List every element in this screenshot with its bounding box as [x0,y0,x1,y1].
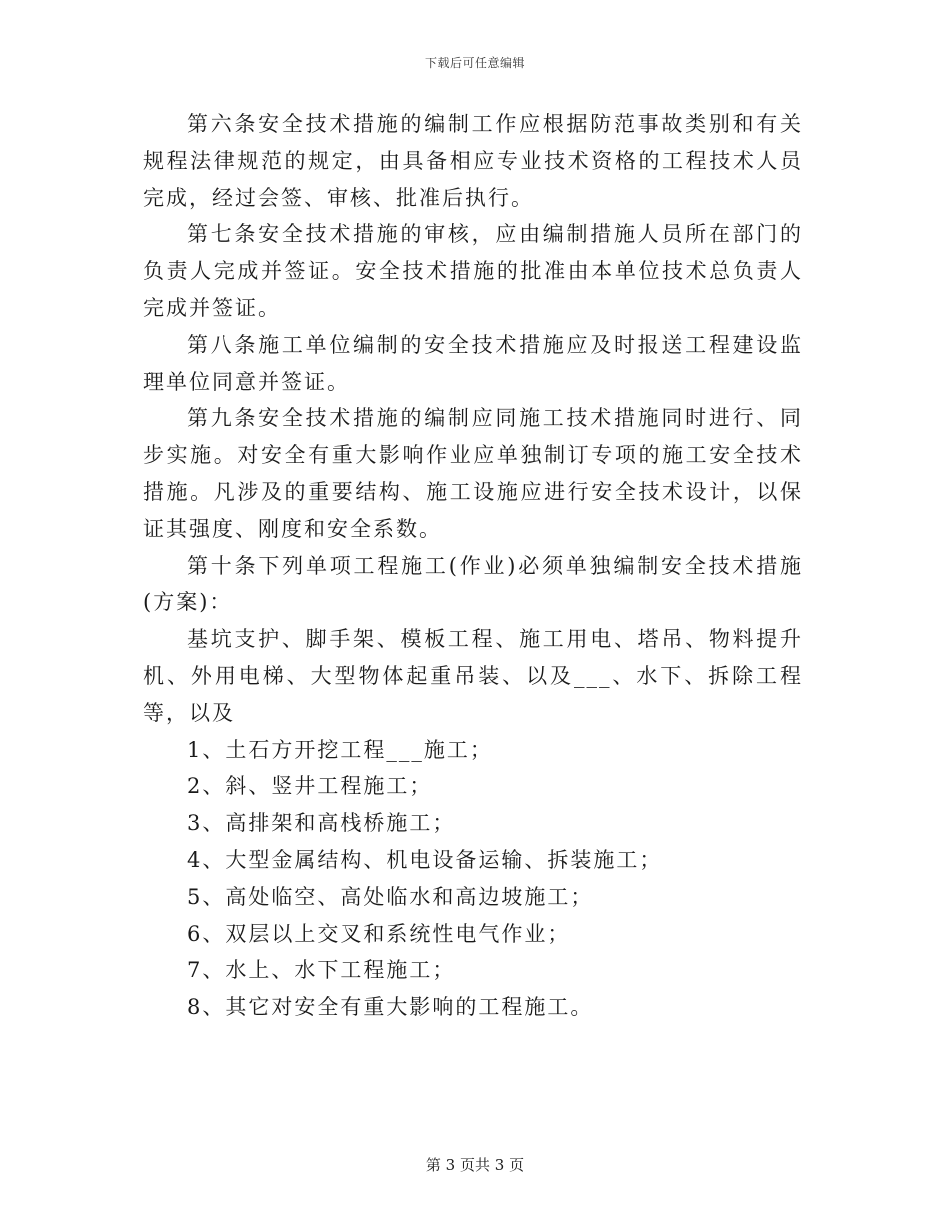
list-item: 1、土石方开挖工程___施工； [187,737,493,762]
document-body [143,106,803,1026]
list-item: 2、斜、竖井工程施工； [187,774,433,799]
page-number: 第 3 页共 3 页 [425,1156,525,1174]
paragraph-article-10: 第十条下列单项工程施工(作业)必须单独编制安全技术措施(方案)： [143,553,803,615]
paragraph-article-8: 第八条施工单位编制的安全技术措施应及时报送工程建设监理单位同意并签证。 [143,332,803,394]
list-item: 3、高排架和高栈桥施工； [187,811,456,836]
list-item: 8、其它对安全有重大影响的工程施工。 [187,995,594,1020]
list-item: 6、双层以上交叉和系统性电气作业； [187,921,571,946]
page-header: 下载后可任意编辑 [424,56,525,70]
paragraph-project-scope: 基坑支护、脚手架、模板工程、施工用电、塔吊、物料提升机、外用电梯、大型物体起重吊装、以及___、水下、拆除工程等，以及 [143,627,803,725]
list-item: 5、高处临空、高处临水和高边坡施工； [187,884,594,909]
paragraph-article-7: 第七条安全技术措施的审核，应由编制措施人员所在部门的负责人完成并签证。安全技术措施的批准由本单位技术总负责人完成并签证。 [143,222,803,320]
paragraph-article-9: 第九条安全技术措施的编制应同施工技术措施同时进行、同步实施。对安全有重大影响作业应单独制订专项的施工安全技术措施。凡涉及的重要结构、施工设施应进行安全技术设计，以保证其强度、刚度和安全系数。 [143,406,803,541]
paragraph-article-6: 第六条安全技术措施的编制工作应根据防范事故类别和有关规程法律规范的规定，由具备相应专业技术资格的工程技术人员完成，经过会签、审核、批准后执行。 [143,112,803,210]
list-item: 4、大型金属结构、机电设备运输、拆装施工； [187,847,663,872]
list-item: 7、水上、水下工程施工； [187,958,456,983]
